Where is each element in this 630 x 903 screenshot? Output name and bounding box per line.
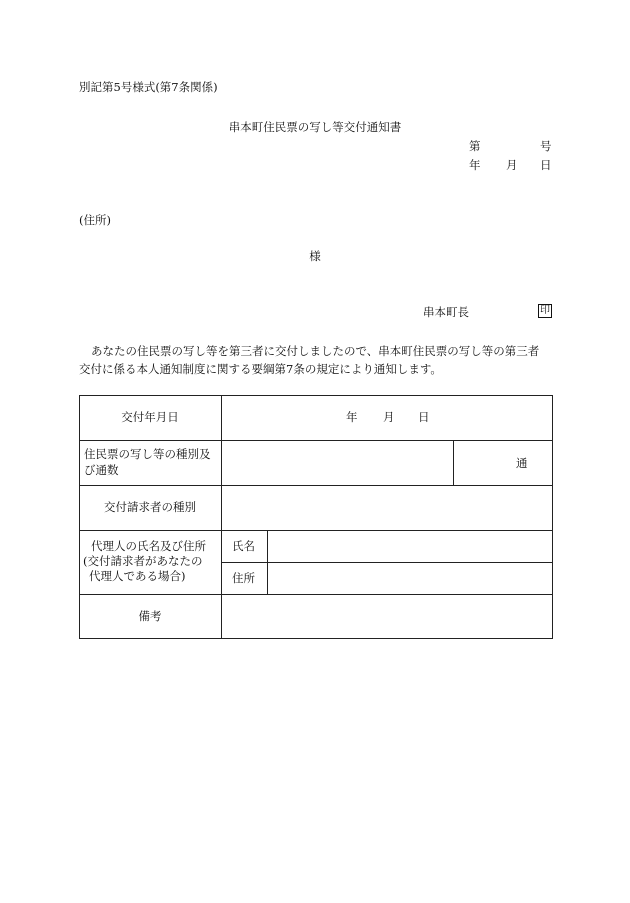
document-number-suffix: 号 (540, 139, 552, 153)
issue-date-label: 交付年月日 (121, 410, 179, 424)
date-year-label: 年 (469, 158, 481, 172)
requester-type-label: 交付請求者の種別 (104, 500, 196, 514)
copies-unit: 通 (516, 456, 528, 470)
document-title: 串本町住民票の写し等交付通知書 (228, 120, 402, 134)
date-day-label: 日 (540, 158, 552, 172)
doc-type-label-line-1: 住民票の写し等の種別及 (84, 447, 211, 461)
form-identifier: 別記第5号様式(第7条関係) (79, 80, 218, 94)
agent-address-label: 住所 (232, 571, 255, 585)
agent-label-line-3: 代理人である場合) (89, 569, 186, 583)
issuer-title: 串本町長 (423, 305, 469, 319)
issue-date-month: 月 (383, 410, 395, 424)
agent-label-line-2: (交付請求者があなたの (83, 554, 203, 568)
issue-date-year: 年 (346, 410, 358, 424)
issue-date-day: 日 (418, 410, 430, 424)
date-month-label: 月 (506, 158, 518, 172)
agent-label-line-1: 代理人の氏名及び住所 (91, 539, 206, 553)
notice-body-line-2: 交付に係る本人通知制度に関する要綱第7条の規定により通知します。 (79, 362, 442, 376)
remarks-label: 備考 (138, 609, 162, 623)
doc-type-label-line-2: び通数 (84, 463, 119, 477)
addressee-address-label: (住所) (79, 213, 111, 227)
document-number-prefix: 第 (469, 139, 481, 153)
agent-name-label: 氏名 (232, 539, 255, 553)
addressee-honorific: 様 (309, 249, 321, 263)
notice-body-line-1: あなたの住民票の写し等を第三者に交付しましたので、串本町住民票の写し等の第三者 (91, 344, 540, 358)
seal-stamp-box: 印 (540, 305, 550, 316)
